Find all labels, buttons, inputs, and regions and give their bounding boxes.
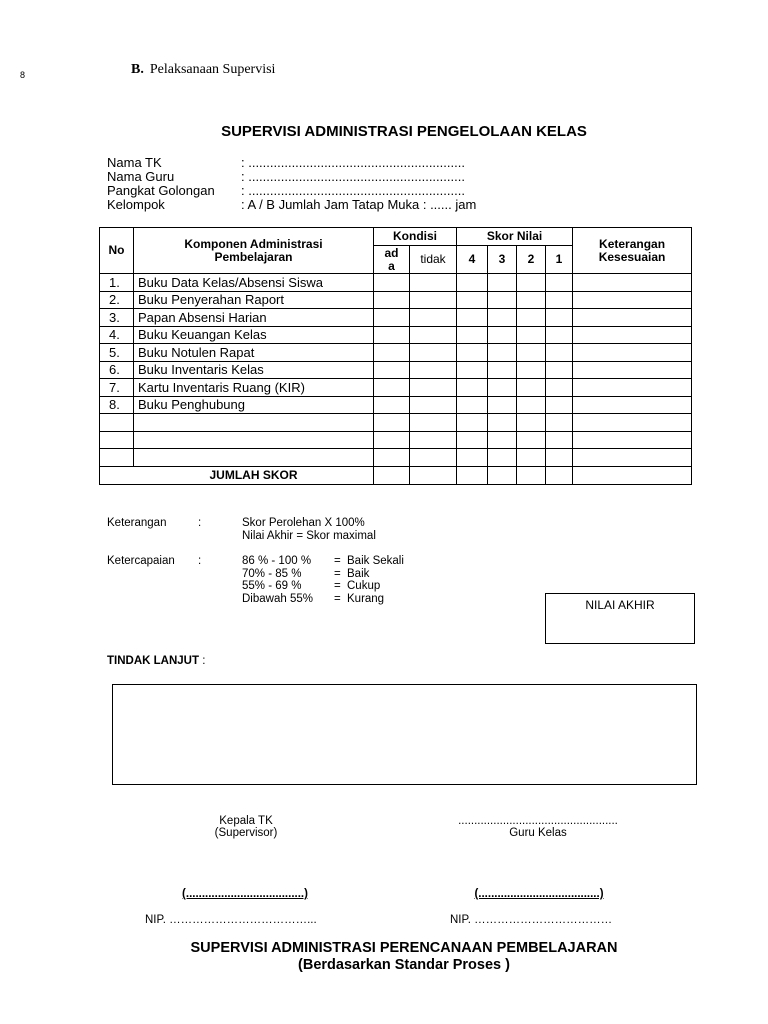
row-item: Papan Absensi Harian [134, 309, 374, 327]
header-komponen: Komponen Administrasi Pembelajaran [134, 228, 374, 274]
table-row [100, 361, 692, 379]
ketercapaian-grade: Kurang [347, 593, 385, 606]
ketercapaian-colon: : [198, 555, 202, 567]
score-cell[interactable] [517, 361, 546, 379]
score-cell[interactable] [457, 449, 488, 467]
score-cell[interactable] [374, 396, 410, 414]
score-cell[interactable] [488, 274, 517, 292]
score-cell[interactable] [374, 414, 410, 432]
score-cell[interactable] [374, 449, 410, 467]
total-cell [488, 466, 517, 484]
ketercapaian-eq: = [334, 567, 341, 580]
tindak-lanjut-title: TINDAK LANJUT [107, 655, 199, 667]
tindak-lanjut-colon: : [202, 655, 206, 667]
score-cell[interactable] [517, 326, 546, 344]
guru-kelas-label: Guru Kelas [509, 827, 567, 839]
header-kondisi: Kondisi [374, 228, 457, 246]
score-cell[interactable] [546, 431, 573, 449]
score-cell[interactable] [410, 309, 457, 327]
row-item: Buku Data Kelas/Absensi Siswa [134, 274, 374, 292]
score-cell[interactable] [573, 396, 692, 414]
score-cell[interactable] [573, 449, 692, 467]
score-cell[interactable] [488, 449, 517, 467]
ketercapaian-range: 55% - 69 % [242, 580, 302, 593]
score-cell[interactable] [457, 431, 488, 449]
score-cell[interactable] [517, 431, 546, 449]
keterangan-formula-line1: Skor Perolehan X 100% [242, 517, 365, 529]
score-cell[interactable] [410, 344, 457, 362]
supervisor-label: (Supervisor) [214, 827, 278, 839]
score-cell[interactable] [546, 361, 573, 379]
info-label: Nama TK [107, 155, 162, 170]
score-cell[interactable] [546, 291, 573, 309]
row-number: 8. [100, 396, 134, 414]
row-item: Kartu Inventaris Ruang (KIR) [134, 379, 374, 397]
score-cell[interactable] [546, 309, 573, 327]
score-cell[interactable] [410, 396, 457, 414]
score-cell[interactable] [546, 449, 573, 467]
row-number [100, 431, 134, 449]
ketercapaian-grade: Cukup [347, 580, 381, 593]
score-cell[interactable] [573, 379, 692, 397]
section-heading [131, 62, 275, 78]
score-cell[interactable] [517, 309, 546, 327]
header-keterangan: Keterangan Kesesuaian [573, 228, 692, 274]
score-cell[interactable] [457, 361, 488, 379]
ketercapaian-grade: Baik Sekali [347, 555, 404, 567]
total-cell [410, 466, 457, 484]
row-number: 3. [100, 309, 134, 327]
table-row [100, 449, 692, 467]
page-number: 8 [20, 70, 26, 80]
score-cell[interactable] [517, 449, 546, 467]
row-number: 2. [100, 291, 134, 309]
score-cell[interactable] [457, 344, 488, 362]
info-value: : ............................................................ [241, 169, 465, 184]
score-cell[interactable] [410, 361, 457, 379]
score-cell[interactable] [457, 326, 488, 344]
header-tidak: tidak [410, 246, 457, 274]
section-letter: B. [131, 62, 144, 77]
nilai-akhir-box [545, 593, 695, 644]
score-cell[interactable] [410, 291, 457, 309]
info-value: : A / B Jumlah Jam Tatap Muka : ...... jam [241, 197, 477, 212]
score-cell[interactable] [546, 379, 573, 397]
ketercapaian-range: Dibawah 55% [242, 593, 313, 606]
score-cell[interactable] [573, 431, 692, 449]
ketercapaian-grade: Baik [347, 567, 370, 580]
keterangan-label: Keterangan [107, 517, 167, 529]
table-row [100, 431, 692, 449]
next-section-subtitle: (Berdasarkan Standar Proses ) [298, 957, 510, 973]
row-number: 6. [100, 361, 134, 379]
keterangan-formula-line2: Nilai Akhir = Skor maximal [242, 530, 376, 542]
score-cell[interactable] [410, 326, 457, 344]
table-row [100, 344, 692, 362]
row-number: 4. [100, 326, 134, 344]
score-cell[interactable] [374, 291, 410, 309]
ketercapaian-eq: = [334, 593, 341, 606]
score-cell[interactable] [573, 326, 692, 344]
row-item: Buku Inventaris Kelas [134, 361, 374, 379]
guru-name-field: (......................................) [474, 888, 604, 900]
header-skor-4: 4 [457, 246, 488, 274]
score-cell[interactable] [457, 274, 488, 292]
score-cell[interactable] [488, 309, 517, 327]
total-label: JUMLAH SKOR [100, 466, 374, 484]
score-cell[interactable] [457, 379, 488, 397]
score-cell[interactable] [546, 344, 573, 362]
score-cell[interactable] [517, 396, 546, 414]
score-cell[interactable] [457, 396, 488, 414]
info-value: : ............................................................ [241, 155, 465, 170]
score-cell[interactable] [488, 344, 517, 362]
score-cell[interactable] [410, 449, 457, 467]
ketercapaian-range: 70% - 85 % [242, 567, 302, 580]
score-cell[interactable] [488, 396, 517, 414]
tindak-lanjut-label [107, 655, 205, 667]
score-cell[interactable] [517, 414, 546, 432]
row-number: 7. [100, 379, 134, 397]
score-cell[interactable] [488, 431, 517, 449]
score-cell[interactable] [410, 379, 457, 397]
info-label: Kelompok [107, 197, 165, 212]
score-cell[interactable] [374, 274, 410, 292]
nilai-akhir-label: NILAI AKHIR [585, 598, 655, 612]
score-cell[interactable] [517, 344, 546, 362]
score-cell[interactable] [546, 326, 573, 344]
header-skor-2: 2 [517, 246, 546, 274]
score-cell[interactable] [573, 344, 692, 362]
score-cell[interactable] [546, 396, 573, 414]
ketercapaian-eq: = [334, 555, 341, 567]
score-cell[interactable] [457, 309, 488, 327]
supervisor-nip: NIP. ………………………………... [145, 914, 317, 926]
score-cell[interactable] [374, 326, 410, 344]
supervisor-name-field: (.....................................) [182, 888, 308, 900]
score-cell[interactable] [410, 414, 457, 432]
score-cell[interactable] [457, 414, 488, 432]
next-section-title [0, 940, 768, 974]
total-cell [546, 466, 573, 484]
table-row [100, 414, 692, 432]
table-row [100, 309, 692, 327]
total-cell [517, 466, 546, 484]
score-cell[interactable] [410, 274, 457, 292]
score-cell[interactable] [517, 379, 546, 397]
guru-kelas-dots: .................................................. [458, 815, 618, 827]
guru-nip: NIP. ……………………………… [450, 914, 613, 926]
row-item: Buku Penghubung [134, 396, 374, 414]
next-section-heading: SUPERVISI ADMINISTRASI PERENCANAAN PEMBELAJARAN [190, 940, 618, 956]
score-cell[interactable] [488, 291, 517, 309]
row-number [100, 449, 134, 467]
total-cell [374, 466, 410, 484]
ketercapaian-range: 86 % - 100 % [242, 555, 312, 567]
row-number: 5. [100, 344, 134, 362]
header-no: No [100, 228, 134, 274]
score-cell[interactable] [573, 274, 692, 292]
score-cell[interactable] [546, 274, 573, 292]
total-cell [573, 466, 692, 484]
section-title: Pelaksanaan Supervisi [149, 62, 276, 77]
score-cell[interactable] [573, 361, 692, 379]
score-cell[interactable] [573, 414, 692, 432]
score-cell[interactable] [517, 274, 546, 292]
score-cell[interactable] [457, 291, 488, 309]
table-row [100, 396, 692, 414]
score-cell[interactable] [573, 291, 692, 309]
kepala-tk-label: Kepala TK [219, 815, 273, 827]
header-ada: ad a [374, 246, 410, 274]
row-item: Buku Penyerahan Raport [134, 291, 374, 309]
assessment-table [99, 227, 692, 485]
score-cell[interactable] [488, 379, 517, 397]
row-item [134, 414, 374, 432]
total-cell [457, 466, 488, 484]
info-label: Nama Guru [107, 169, 175, 184]
info-value: : ............................................................ [241, 183, 465, 198]
score-cell[interactable] [573, 309, 692, 327]
score-cell[interactable] [517, 291, 546, 309]
keterangan-colon: : [198, 517, 202, 529]
row-number [100, 414, 134, 432]
score-cell[interactable] [546, 414, 573, 432]
row-item: Buku Notulen Rapat [134, 344, 374, 362]
score-cell[interactable] [410, 431, 457, 449]
row-number: 1. [100, 274, 134, 292]
table-row [100, 274, 692, 292]
table-row [100, 379, 692, 397]
score-cell[interactable] [374, 379, 410, 397]
score-cell[interactable] [374, 361, 410, 379]
score-cell[interactable] [488, 414, 517, 432]
score-cell[interactable] [488, 326, 517, 344]
header-skor-3: 3 [488, 246, 517, 274]
score-cell[interactable] [488, 361, 517, 379]
table-row [100, 291, 692, 309]
row-item [134, 449, 374, 467]
document-title: SUPERVISI ADMINISTRASI PENGELOLAAN KELAS [221, 123, 587, 140]
score-cell[interactable] [374, 431, 410, 449]
score-cell[interactable] [374, 344, 410, 362]
info-label: Pangkat Golongan [107, 183, 215, 198]
table-row [100, 326, 692, 344]
row-item: Buku Keuangan Kelas [134, 326, 374, 344]
header-skor-1: 1 [546, 246, 573, 274]
score-cell[interactable] [374, 309, 410, 327]
ketercapaian-eq: = [334, 580, 341, 593]
tindak-lanjut-box[interactable] [112, 684, 697, 785]
header-skor-nilai: Skor Nilai [457, 228, 573, 246]
ketercapaian-label: Ketercapaian [107, 555, 175, 567]
row-item [134, 431, 374, 449]
